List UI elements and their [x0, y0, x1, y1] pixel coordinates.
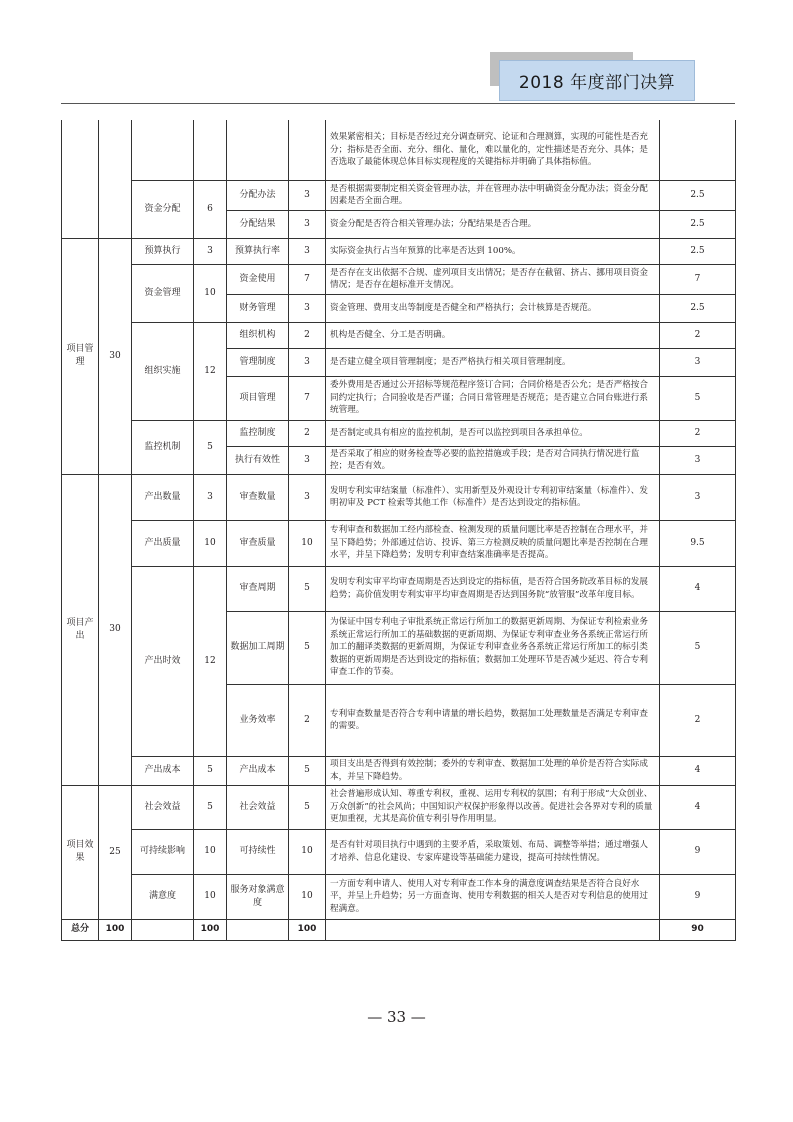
level3-weight-cell: 3: [289, 180, 326, 210]
total-row: [62, 919, 736, 940]
level2-name-cell: [132, 120, 194, 180]
criteria-cell: 是否根据需要制定相关资金管理办法，并在管理办法中明确资金分配办法；资金分配因素是否全面合理。: [326, 180, 660, 210]
total-level2-name: [132, 919, 194, 940]
level2-weight-cell: 5: [194, 785, 227, 829]
total-score: 90: [660, 919, 736, 940]
level3-weight-cell: 3: [289, 294, 326, 322]
score-cell: 2.5: [660, 238, 736, 264]
level2-name-cell: 监控机制: [132, 420, 194, 474]
level2-weight-cell: 10: [194, 829, 227, 874]
level2-weight-cell: 12: [194, 322, 227, 420]
score-cell: 5: [660, 611, 736, 684]
level3-weight-cell: 7: [289, 376, 326, 420]
header-rule: [61, 103, 735, 104]
level2-weight-cell: 3: [194, 474, 227, 520]
criteria-cell: 专利审查数量是否符合专利申请量的增长趋势，数据加工处理数量是否满足专利审查的需要。: [326, 684, 660, 756]
table-row: [62, 120, 736, 180]
total-criteria: [326, 919, 660, 940]
level3-name-cell: 组织机构: [227, 322, 289, 348]
level2-name-cell: 产出数量: [132, 474, 194, 520]
level2-weight-cell: 12: [194, 566, 227, 756]
score-cell: 2.5: [660, 180, 736, 210]
criteria-cell: 发明专利实审平均审查周期是否达到设定的指标值，是否符合国务院改革目标的发展趋势；高价值发明专利实审平均审查周期是否达到国务院“放管服”改革年度目标。: [326, 566, 660, 611]
score-cell: 2.5: [660, 210, 736, 238]
criteria-cell: 是否存在支出依据不合规、虚列项目支出情况；是否存在截留、挤占、挪用项目资金情况；是否存在超标准开支情况。: [326, 264, 660, 294]
criteria-cell: 是否建立健全项目管理制度；是否严格执行相关项目管理制度。: [326, 348, 660, 376]
table-row: [62, 238, 736, 264]
total-level2-weight: 100: [194, 919, 227, 940]
total-level3-weight: 100: [289, 919, 326, 940]
level3-weight-cell: 3: [289, 446, 326, 474]
level2-name-cell: 产出时效: [132, 566, 194, 756]
criteria-cell: 一方面专利申请人、使用人对专利审查工作本身的满意度调查结果是否符合良好水平，并呈上升趋势；另一方面查询、使用专利数据的相关人是否对专利信息的使用过程满意。: [326, 874, 660, 919]
score-cell: 4: [660, 756, 736, 785]
criteria-cell: 效果紧密相关；目标是否经过充分调查研究、论证和合理测算，实现的可能性是否充分；指标是否全面、充分、细化、量化，难以量化的，定性描述是否充分、具体；是否选取了最能体现总体目标实现程度的关键指标并明确了具体指标值。: [326, 120, 660, 180]
level1-weight-cell: 30: [99, 238, 132, 474]
criteria-cell: 委外费用是否通过公开招标等规范程序签订合同；合同价格是否公允；是否严格按合同约定执行；合同验收是否严谨；合同日常管理是否规范；是否建立合同台账进行系统管理。: [326, 376, 660, 420]
level2-weight-cell: 3: [194, 238, 227, 264]
level2-weight-cell: 10: [194, 264, 227, 322]
criteria-cell: 是否制定或具有相应的监控机制，是否可以监控到项目各承担单位。: [326, 420, 660, 446]
criteria-cell: 专利审查和数据加工经内部检查、检测发现的质量问题比率是否控制在合理水平，并呈下降趋势；外部通过信访、投诉、第三方检测反映的质量问题比率是否控制在合理水平，并呈下降趋势；发明专利审查结案准确率是否提高。: [326, 520, 660, 566]
level2-weight-cell: 5: [194, 756, 227, 785]
level3-name-cell: 资金使用: [227, 264, 289, 294]
level2-name-cell: 预算执行: [132, 238, 194, 264]
level3-name-cell: 分配办法: [227, 180, 289, 210]
score-cell: 3: [660, 446, 736, 474]
score-cell: 2: [660, 322, 736, 348]
table-row: [62, 474, 736, 520]
level2-weight-cell: 10: [194, 874, 227, 919]
page-number: — 33 —: [367, 1008, 426, 1026]
level3-name-cell: 预算执行率: [227, 238, 289, 264]
score-cell: 7: [660, 264, 736, 294]
level3-weight-cell: 3: [289, 474, 326, 520]
level3-weight-cell: 10: [289, 520, 326, 566]
total-level1-weight: 100: [99, 919, 132, 940]
criteria-cell: 为保证中国专利电子审批系统正常运行所加工的数据更新周期、为保证专利检索业务系统正常运行所加工的基础数据的更新周期、为保证专利审查业务各系统正常运行所加工的翻译类数据的更新周期，为保证专利审查业务各系统正常运行所加工的标引类数据的更新周期是否达到设定的指标值；数据加工处理环节是否减少延迟、符合专利审查工作的节奏。: [326, 611, 660, 684]
level2-weight-cell: 5: [194, 420, 227, 474]
criteria-cell: 项目支出是否得到有效控制；委外的专利审查、数据加工处理的单价是否符合实际成本，并呈下降趋势。: [326, 756, 660, 785]
level3-name-cell: 产出成本: [227, 756, 289, 785]
level3-name-cell: 项目管理: [227, 376, 289, 420]
score-cell: 9.5: [660, 520, 736, 566]
total-label: 总分: [62, 919, 99, 940]
criteria-cell: 资金管理、费用支出等制度是否健全和严格执行；会计核算是否规范。: [326, 294, 660, 322]
table-row: [62, 874, 736, 919]
level1-name-cell: 项目管理: [62, 238, 99, 474]
level3-name-cell: 社会效益: [227, 785, 289, 829]
level2-name-cell: 可持续影响: [132, 829, 194, 874]
table-row: [62, 785, 736, 829]
score-cell: 4: [660, 566, 736, 611]
criteria-cell: 实际资金执行占当年预算的比率是否达到 100%。: [326, 238, 660, 264]
table-row: [62, 264, 736, 294]
level3-weight-cell: 3: [289, 348, 326, 376]
level3-name-cell: 可持续性: [227, 829, 289, 874]
level3-name-cell: 审查质量: [227, 520, 289, 566]
level3-weight-cell: 2: [289, 322, 326, 348]
level2-name-cell: 产出质量: [132, 520, 194, 566]
score-cell: 2.5: [660, 294, 736, 322]
level1-weight-cell: 30: [99, 474, 132, 785]
level3-weight-cell: 7: [289, 264, 326, 294]
level3-name-cell: 财务管理: [227, 294, 289, 322]
criteria-cell: 发明专利实审结案量（标准件）、实用新型及外观设计专利初审结案量（标准件）、发明初审及 PCT 检索等其他工作（标准件）是否达到设定的指标值。: [326, 474, 660, 520]
level1-name-cell: [62, 120, 99, 238]
level3-weight-cell: 5: [289, 756, 326, 785]
level2-name-cell: 产出成本: [132, 756, 194, 785]
criteria-cell: 是否有针对项目执行中遇到的主要矛盾，采取策划、布局、调整等举措；通过增强人才培养、信息化建设、专家库建设等基础能力建设，提高可持续性情况。: [326, 829, 660, 874]
level3-weight-cell: 10: [289, 874, 326, 919]
table-row: [62, 829, 736, 874]
level1-weight-cell: 25: [99, 785, 132, 919]
table-row: [62, 520, 736, 566]
level3-weight-cell: 2: [289, 420, 326, 446]
criteria-cell: 机构是否健全、分工是否明确。: [326, 322, 660, 348]
level2-weight-cell: 10: [194, 520, 227, 566]
score-cell: 3: [660, 474, 736, 520]
level3-name-cell: 服务对象满意度: [227, 874, 289, 919]
level3-weight-cell: 2: [289, 684, 326, 756]
level3-weight-cell: 5: [289, 785, 326, 829]
score-cell: [660, 120, 736, 180]
level1-name-cell: 项目效果: [62, 785, 99, 919]
level3-name-cell: 监控制度: [227, 420, 289, 446]
level1-weight-cell: [99, 120, 132, 238]
table-row: [62, 420, 736, 446]
level2-name-cell: 满意度: [132, 874, 194, 919]
level2-weight-cell: [194, 120, 227, 180]
level3-weight-cell: 3: [289, 238, 326, 264]
level2-name-cell: 社会效益: [132, 785, 194, 829]
score-cell: 2: [660, 420, 736, 446]
score-cell: 4: [660, 785, 736, 829]
level2-name-cell: 资金管理: [132, 264, 194, 322]
table-row: [62, 566, 736, 611]
score-cell: 9: [660, 829, 736, 874]
level3-name-cell: 审查数量: [227, 474, 289, 520]
level2-weight-cell: 6: [194, 180, 227, 238]
score-cell: 5: [660, 376, 736, 420]
total-level3-name: [227, 919, 289, 940]
level3-weight-cell: 10: [289, 829, 326, 874]
level2-name-cell: 组织实施: [132, 322, 194, 420]
level3-name-cell: 审查周期: [227, 566, 289, 611]
score-cell: 9: [660, 874, 736, 919]
level3-weight-cell: [289, 120, 326, 180]
table-row: [62, 322, 736, 348]
header-title-box: [499, 60, 695, 101]
performance-evaluation-table: [61, 120, 736, 941]
table-row: [62, 756, 736, 785]
level3-weight-cell: 3: [289, 210, 326, 238]
level3-name-cell: 业务效率: [227, 684, 289, 756]
header-title: 2018 年度部门决算: [518, 73, 676, 93]
level2-name-cell: 资金分配: [132, 180, 194, 238]
criteria-cell: 资金分配是否符合相关管理办法；分配结果是否合理。: [326, 210, 660, 238]
level3-name-cell: [227, 120, 289, 180]
table-row: [62, 180, 736, 210]
level3-weight-cell: 5: [289, 611, 326, 684]
level3-name-cell: 管理制度: [227, 348, 289, 376]
level3-name-cell: 数据加工周期: [227, 611, 289, 684]
performance-evaluation-table-wrapper: [61, 120, 735, 941]
score-cell: 2: [660, 684, 736, 756]
level3-name-cell: 执行有效性: [227, 446, 289, 474]
criteria-cell: 社会普遍形成认知、尊重专利权，重视、运用专利权的氛围；有利于形成“大众创业、万众创新”的社会风尚；中国知识产权保护形象得以改善。促进社会各界对专利的质量更加重视，尤其是高价值专利引导作用明显。: [326, 785, 660, 829]
level1-name-cell: 项目产出: [62, 474, 99, 785]
level3-name-cell: 分配结果: [227, 210, 289, 238]
score-cell: 3: [660, 348, 736, 376]
criteria-cell: 是否采取了相应的财务检查等必要的监控措施或手段；是否对合同执行情况进行监控；是否有效。: [326, 446, 660, 474]
level3-weight-cell: 5: [289, 566, 326, 611]
